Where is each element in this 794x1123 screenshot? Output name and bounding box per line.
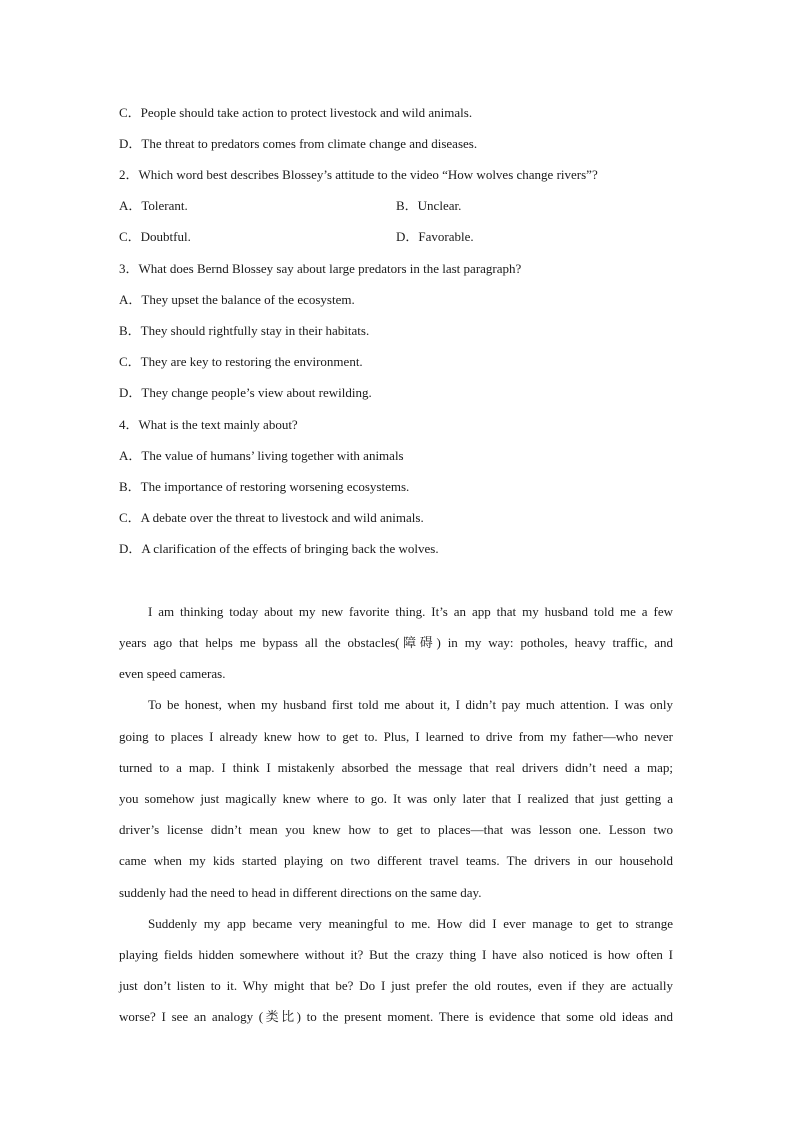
q3-stem: 3．What does Bernd Blossey say about large predators in the last paragraph? <box>119 261 522 276</box>
passage-p2-line: suddenly had the need to head in different directions on the same day. <box>119 885 482 900</box>
q3-option-a: A．They upset the balance of the ecosystem. <box>119 292 355 307</box>
q1-option-c: C．People should take action to protect livestock and wild animals. <box>119 105 473 120</box>
passage-p1-line: even speed cameras. <box>119 666 226 681</box>
q2-stem: 2．Which word best describes Blossey’s attitude to the video “How wolves change rivers”? <box>119 167 598 182</box>
q3-option-c: C．They are key to restoring the environment. <box>119 354 363 369</box>
q2-option-c: C．Doubtful. <box>119 229 191 244</box>
q3-option-b: B．They should rightfully stay in their habitats. <box>119 323 370 338</box>
q4-option-d: D．A clarification of the effects of bringing back the wolves. <box>119 541 439 556</box>
passage-p3-line: playing fields hidden somewhere without it? But the crazy thing I have also noticed is how often I <box>119 947 673 962</box>
q4-option-b: B．The importance of restoring worsening ecosystems. <box>119 479 410 494</box>
q3-option-d: D．They change people’s view about rewilding. <box>119 385 372 400</box>
q2-option-d: D．Favorable. <box>396 229 474 244</box>
passage-p2-line: turned to a map. I think I mistakenly absorbed the message that real drivers didn’t need a map; <box>119 760 673 775</box>
passage-p1-line: years ago that helps me bypass all the obstacles(障碍) in my way: potholes, heavy traffic, and <box>119 635 673 650</box>
q4-option-a: A．The value of humans’ living together with animals <box>119 448 404 463</box>
passage-p1-line: I am thinking today about my new favorite thing. It’s an app that my husband told me a few <box>148 604 673 619</box>
q1-option-d: D．The threat to predators comes from climate change and diseases. <box>119 136 478 151</box>
passage-p2-line: came when my kids started playing on two different travel teams. The drivers in our household <box>119 853 673 868</box>
passage-p2-line: you somehow just magically knew where to go. It was only later that I realized that just getting a <box>119 791 673 806</box>
passage-p2-line: going to places I already knew how to get to. Plus, I learned to drive from my father—who never <box>119 729 673 744</box>
passage-p3-line: Suddenly my app became very meaningful to me. How did I ever manage to get to strange <box>148 916 673 931</box>
q2-option-b: B．Unclear. <box>396 198 462 213</box>
passage-p3-line: worse? I see an analogy (类比) to the present moment. There is evidence that some old ideas and <box>119 1009 673 1024</box>
q2-option-a: A．Tolerant. <box>119 198 188 213</box>
passage-p3-line: just don’t listen to it. Why might that be? Do I just prefer the old routes, even if they are actually <box>119 978 673 993</box>
passage-p2-line: driver’s license didn’t mean you knew how to get to places—that was lesson one. Lesson two <box>119 822 673 837</box>
q4-option-c: C．A debate over the threat to livestock and wild animals. <box>119 510 424 525</box>
passage-p2-line: To be honest, when my husband first told me about it, I didn’t pay much attention. I was only <box>148 697 673 712</box>
q4-stem: 4．What is the text mainly about? <box>119 417 298 432</box>
